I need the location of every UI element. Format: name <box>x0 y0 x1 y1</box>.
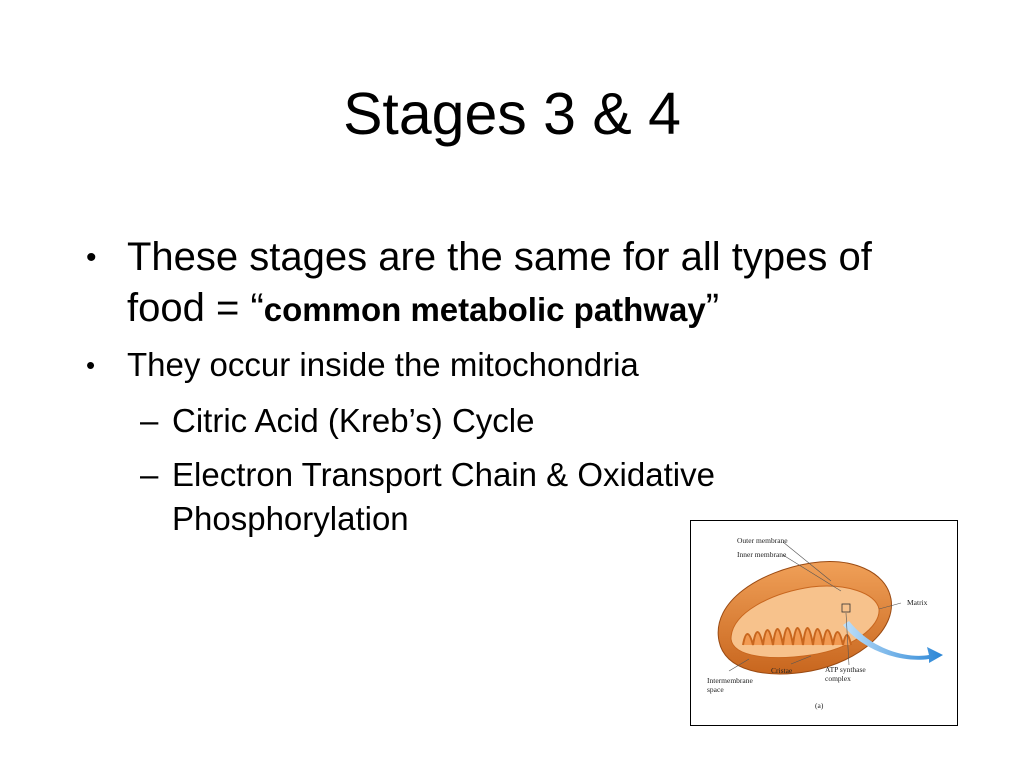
sub-bullet-marker: – <box>140 456 159 493</box>
bullet-1-text: These stages are the same for all types of food = “ <box>127 235 872 330</box>
sub-bullet-1-text: Citric Acid (Kreb’s) Cycle <box>172 402 535 439</box>
bullet-list <box>80 232 960 541</box>
sub-bullet-1 <box>80 399 960 443</box>
sub-bullet-marker: – <box>140 402 159 439</box>
sub-bullet-2-text: Electron Transport Chain & Oxidative Phosphorylation <box>172 456 715 537</box>
slide-title: Stages 3 & 4 <box>343 81 681 147</box>
label-cristae: Cristae <box>771 666 793 675</box>
bullet-marker: • <box>86 350 96 380</box>
label-atp-synthase: ATP synthase complex <box>825 665 866 683</box>
bullet-1-bold-term: common metabolic pathway <box>263 291 706 328</box>
bullet-2 <box>80 343 960 387</box>
bullet-2-text: They occur inside the mitochondria <box>127 346 639 383</box>
mitochondria-figure <box>690 520 958 726</box>
label-outer-membrane: Outer membrane <box>737 536 788 545</box>
mitochondria-illustration <box>691 521 957 725</box>
bullet-1-close-quote: ” <box>705 286 720 330</box>
label-inner-membrane: Inner membrane <box>737 550 787 559</box>
bullet-marker: • <box>86 241 97 274</box>
bullet-1 <box>80 232 960 335</box>
label-intermembrane-space: Intermembrane space <box>707 676 753 694</box>
label-panel: (a) <box>815 701 824 710</box>
label-matrix: Matrix <box>907 598 928 607</box>
